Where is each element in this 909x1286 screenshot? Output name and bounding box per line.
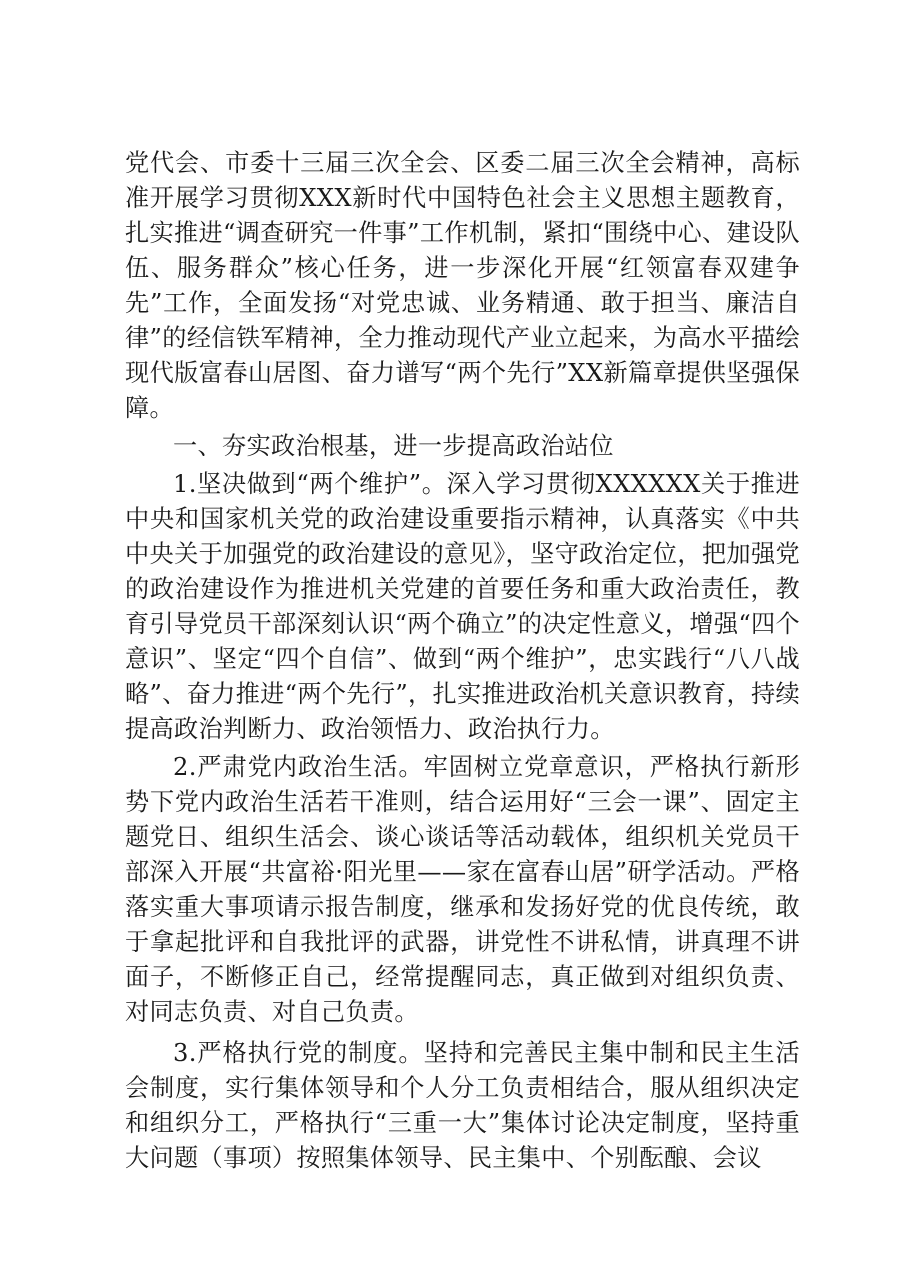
item-1-paragraph: 1.坚决做到“两个维护”。深入学习贯彻XXXXXX关于推进中央和国家机关党的政治建设重要指示精神，认真落实《中共中央关于加强党的政治建设的意见》，坚守政治定位，把加强党的政治建设作为推进机关党建的首要任务和重大政治责任，教育引导党员干部深刻认识“两个确立”的决定性意义，增强“四个意识”、坚定“四个自信”、做到“两个维护”，忠实践行“八八战略”、奋力推进“两个先行”，扎实推进政治机关意识教育，持续提高政治判断力、政治领悟力、政治执行力。 bbox=[125, 470, 800, 743]
document-body bbox=[125, 146, 800, 1176]
item-2-paragraph: 2.严肃党内政治生活。牢固树立党章意识，严格执行新形势下党内政治生活若干准则，结合运用好“三会一课”、固定主题党日、组织生活会、谈心谈话等活动载体，组织机关党员干部深入开展“共富裕·阳光里——家在富春山居”研学活动。严格落实重大事项请示报告制度，继承和发扬好党的优良传统，敢于拿起批评和自我批评的武器，讲党性不讲私情，讲真理不讲面子，不断修正自己，经常提醒同志，真正做到对组织负责、对同志负责、对自己负责。 bbox=[125, 753, 800, 1026]
section-heading-1: 一、夯实政治根基，进一步提高政治站位 bbox=[173, 432, 614, 460]
item-3-paragraph: 3.严格执行党的制度。坚持和完善民主集中制和民主生活会制度，实行集体领导和个人分工负责相结合，服从组织决定和组织分工，严格执行“三重一大”集体讨论决定制度，坚持重大问题（事项）按照集体领导、民主集中、个别酝酿、会议 bbox=[125, 1039, 800, 1172]
intro-paragraph: 党代会、市委十三届三次全会、区委二届三次全会精神，高标准开展学习贯彻XXX新时代中国特色社会主义思想主题教育，扎实推进“调查研究一件事”工作机制，紧扣“围绕中心、建设队伍、服务群众”核心任务，进一步深化开展“红领富春双建争先”工作，全面发扬“对党忠诚、业务精通、敢于担当、廉洁自律”的经信铁军精神，全力推动现代产业立起来，为高水平描绘现代版富春山居图、奋力谱写“两个先行”XX新篇章提供坚强保障。 bbox=[125, 149, 800, 422]
